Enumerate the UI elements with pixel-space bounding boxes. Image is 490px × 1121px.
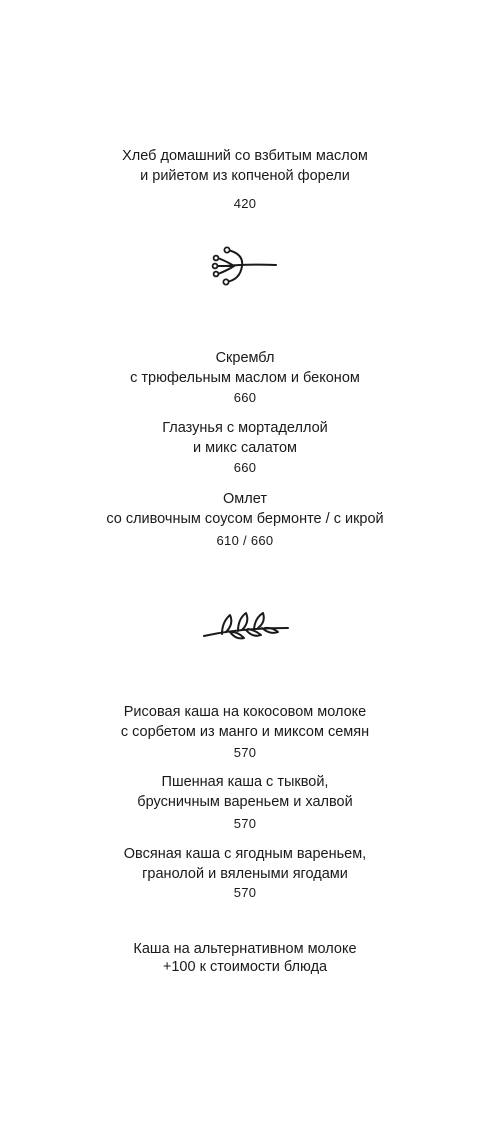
menu-item-millet-porridge <box>0 772 490 812</box>
item-title-line: Хлеб домашний со взбитым маслом <box>122 148 368 164</box>
menu-item-scramble-price <box>0 389 490 407</box>
item-price: 420 <box>233 196 257 211</box>
item-title-line: со сливочным соусом бермонте / с икрой <box>106 511 384 527</box>
item-price: 570 <box>233 745 257 760</box>
item-title-line: с трюфельным маслом и беконом <box>130 370 360 386</box>
item-title-line: и рийетом из копченой форели <box>140 168 350 184</box>
item-title-line: Рисовая каша на кокосовом молоке <box>123 704 367 720</box>
item-price: 570 <box>233 885 257 900</box>
menu-item-bread <box>0 146 490 186</box>
item-title-line: Омлет <box>223 491 267 507</box>
leaf-branch-icon <box>200 610 292 642</box>
item-title-line: Овсяная каша с ягодным вареньем, <box>123 846 367 862</box>
menu-item-rice-porridge-price <box>0 744 490 762</box>
note-line: +100 к стоимости блюда <box>162 959 328 975</box>
menu-item-rice-porridge <box>0 702 490 742</box>
dandelion-branch-icon <box>208 244 282 290</box>
menu-item-scramble <box>0 348 490 388</box>
menu-item-fried-eggs-price <box>0 459 490 477</box>
item-title-line: Глазунья с мортаделлой <box>162 420 328 436</box>
menu-item-omelette <box>0 489 490 529</box>
item-title-line: гранолой и вялеными ягодами <box>142 866 348 882</box>
item-price: 570 <box>233 816 257 831</box>
menu-item-oat-porridge <box>0 844 490 884</box>
menu-item-millet-porridge-price <box>0 815 490 833</box>
alternative-milk-note <box>0 940 490 976</box>
item-price: 660 <box>233 390 257 405</box>
item-title-line: и микс салатом <box>192 440 297 456</box>
menu-item-bread-price <box>0 195 490 213</box>
item-title-line: Скрембл <box>215 350 275 366</box>
item-title-line: брусничным вареньем и халвой <box>137 794 353 810</box>
item-title-line: с сорбетом из манго и миксом семян <box>120 724 370 740</box>
menu-item-omelette-price <box>0 532 490 550</box>
menu-item-fried-eggs <box>0 418 490 458</box>
item-price: 660 <box>233 460 257 475</box>
item-title-line: Пшенная каша с тыквой, <box>161 774 329 790</box>
menu-item-oat-porridge-price <box>0 884 490 902</box>
item-price: 610 / 660 <box>216 533 274 548</box>
note-line: Каша на альтернативном молоке <box>133 941 357 957</box>
